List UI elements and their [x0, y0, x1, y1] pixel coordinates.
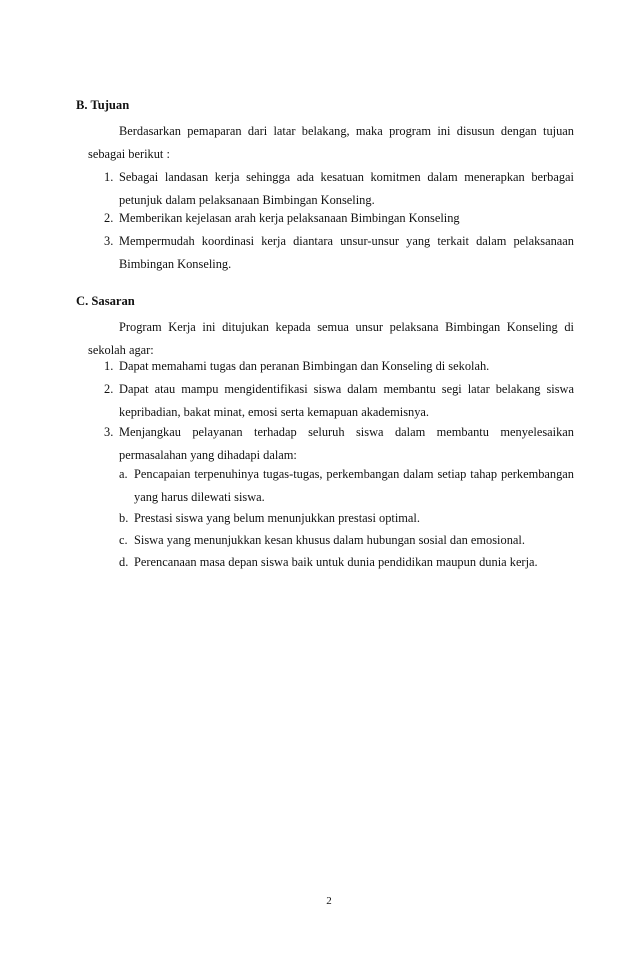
section-b-intro-line1: Berdasarkan pemaparan dari latar belakang, maka program ini disusun dengan tujuan [119, 124, 574, 138]
section-b-intro [88, 120, 574, 166]
list-item-line1: Mempermudah koordinasi kerja diantara unsur-unsur yang terkait dalam pelaksanaan [119, 234, 574, 248]
list-number: 1. [104, 170, 114, 184]
list-item-line1: Perencanaan masa depan siswa baik untuk dunia pendidikan maupun dunia kerja. [134, 555, 538, 569]
section-b-item-1 [104, 166, 574, 212]
section-c-intro-line2: sekolah agar: [88, 343, 154, 357]
section-b-item-2 [104, 207, 574, 230]
section-b-title: B. Tujuan [76, 98, 130, 112]
list-item-line1: Memberikan kejelasan arah kerja pelaksanaan Bimbingan Konseling [119, 211, 460, 225]
section-c-subitem-d [119, 551, 574, 574]
section-c-item-1 [104, 355, 574, 378]
list-item-line1: Siswa yang menunjukkan kesan khusus dalam hubungan sosial dan emosional. [134, 533, 525, 547]
section-b-intro-line2: sebagai berikut : [88, 147, 170, 161]
section-c-subitem-b [119, 507, 574, 530]
list-number: 2. [104, 211, 114, 225]
section-c-subitem-a [119, 463, 574, 509]
list-letter: b. [119, 511, 129, 525]
section-c-item-2 [104, 378, 574, 424]
list-number: 2. [104, 382, 114, 396]
section-c-intro-line1: Program Kerja ini ditujukan kepada semua unsur pelaksana Bimbingan Konseling di [119, 320, 574, 334]
list-item-line2: petunjuk dalam pelaksanaan Bimbingan Konseling. [119, 193, 375, 207]
list-letter: c. [119, 533, 128, 547]
section-b-item-3 [104, 230, 574, 276]
list-item-line1: Sebagai landasan kerja sehingga ada kesatuan komitmen dalam menerapkan berbagai [119, 170, 574, 184]
list-item-line2: yang harus dilewati siswa. [134, 490, 265, 504]
list-item-line1: Dapat memahami tugas dan peranan Bimbingan dan Konseling di sekolah. [119, 359, 490, 373]
list-item-line1: Prestasi siswa yang belum menunjukkan prestasi optimal. [134, 511, 420, 525]
list-letter: d. [119, 555, 129, 569]
list-item-line2: Bimbingan Konseling. [119, 257, 232, 271]
list-item-line1: Pencapaian terpenuhinya tugas-tugas, perkembangan dalam setiap tahap perkembangan [134, 467, 574, 481]
list-item-line1: Dapat atau mampu mengidentifikasi siswa dalam membantu segi latar belakang siswa [119, 382, 574, 396]
page-number: 2 [326, 895, 332, 907]
section-c-title: C. Sasaran [76, 294, 135, 308]
section-c-item-3 [104, 421, 574, 467]
list-item-line1: Menjangkau pelayanan terhadap seluruh siswa dalam membantu menyelesaikan [119, 425, 574, 439]
section-c-subitem-c [119, 529, 574, 552]
list-letter: a. [119, 467, 128, 481]
list-number: 3. [104, 234, 114, 248]
list-item-line2: permasalahan yang dihadapi dalam: [119, 448, 297, 462]
list-item-line2: kepribadian, bakat minat, emosi serta kemapuan akademisnya. [119, 405, 430, 419]
list-number: 1. [104, 359, 114, 373]
list-number: 3. [104, 425, 114, 439]
